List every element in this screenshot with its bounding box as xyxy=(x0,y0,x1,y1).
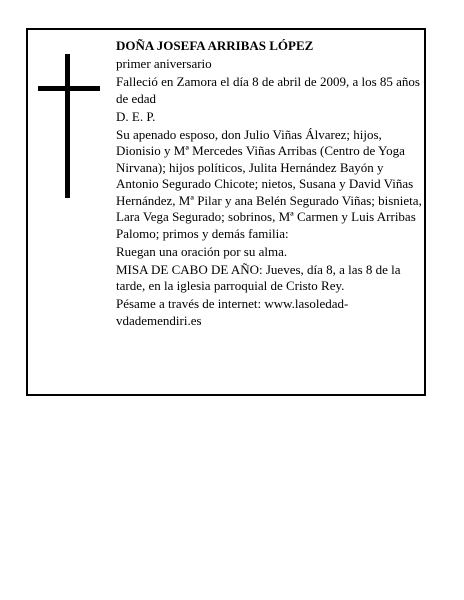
deceased-name: DOÑA JOSEFA ARRIBAS LÓPEZ xyxy=(116,38,314,53)
mass-info: MISA DE CABO DE AÑO: Jueves, día 8, a las 8 de la tarde, en la iglesia parroquial de Cristo Rey. xyxy=(116,261,401,293)
cross-horizontal-bar xyxy=(38,86,100,91)
condolences-line: Pésame a través de internet: www.lasoledad-vdademendiri.es xyxy=(116,296,349,328)
prayer-line: Ruegan una oración por su alma. xyxy=(116,243,288,259)
dep-line: D. E. P. xyxy=(116,108,156,124)
anniversary-line: primer aniversario xyxy=(116,56,212,71)
family-paragraph: Su apenado esposo, don Julio Viñas Álvarez; hijos, Dionisio y Mª Mercedes Viñas Arribas (Centro de Yoga Nirvana); hijos políticos, Julita Hernández Bayón y Antonio Segurado Chicote; nietos, Susana y David Viñas Hernández, Mª Pilar y ana Belén Segurado Viñas; bisnieta, Lara Vega Segurado; sobrinos, Mª Carmen y Luis Arribas Palomo; primos y demás familia: xyxy=(116,126,422,241)
cross-vertical-bar xyxy=(65,54,70,198)
obituary-text xyxy=(116,38,422,331)
latin-cross-icon xyxy=(38,54,102,198)
death-info: Falleció en Zamora el día 8 de abril de 2009, a los 85 años de edad xyxy=(116,74,420,106)
